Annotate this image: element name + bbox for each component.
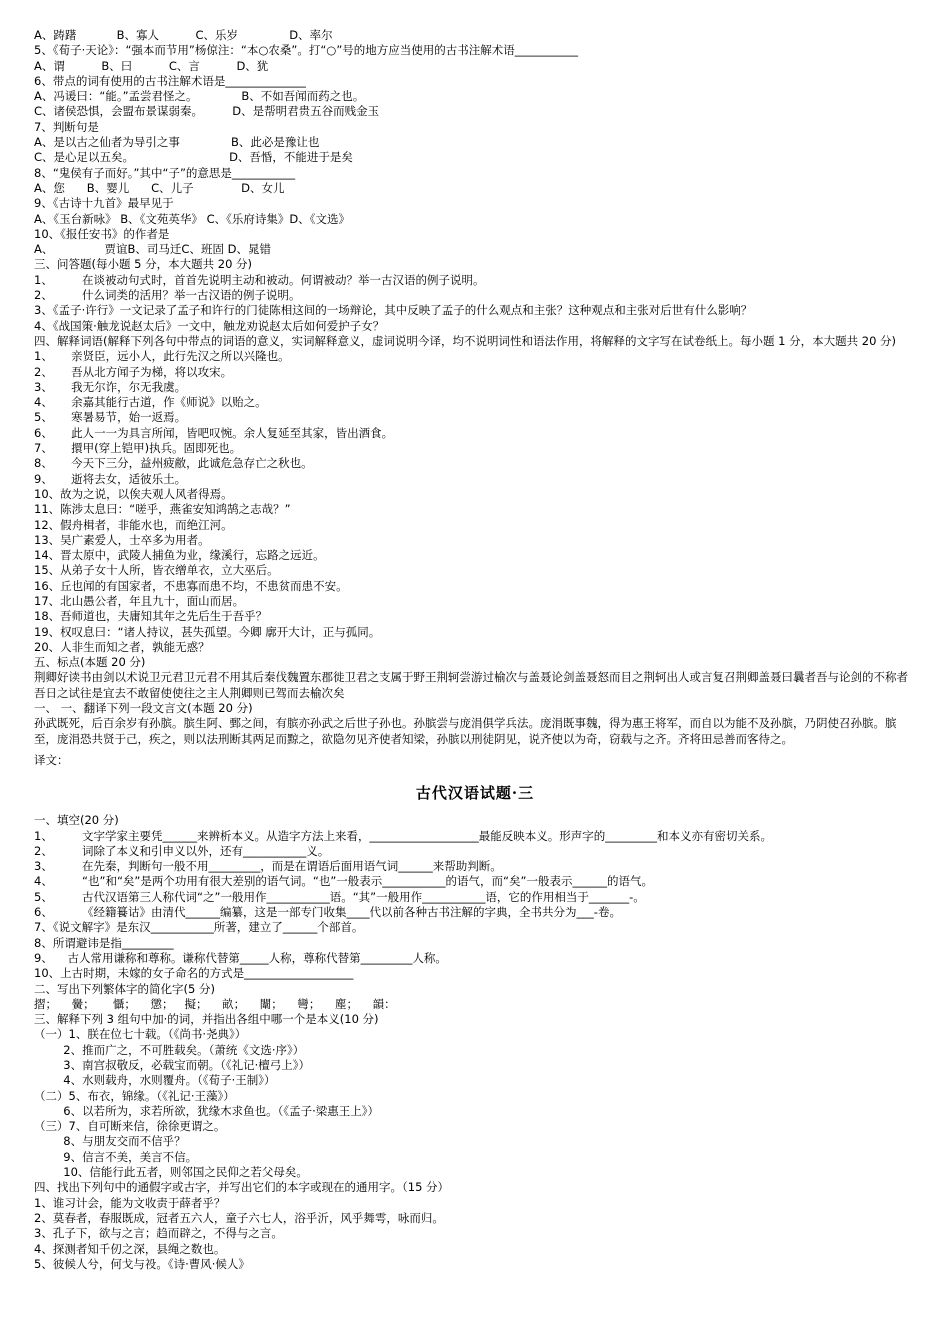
section-heading: 二、写出下列繁体字的简化字(5 分) [34, 981, 215, 996]
explain-item: （三）7、自可断来信，徐徐更谓之。 [34, 1119, 226, 1134]
line: 10、《报任安书》的作者是 [34, 226, 170, 241]
section-part-four [34, 334, 916, 655]
section-translation [34, 701, 916, 768]
fill-blank-item: 7、《说文解字》是东汉___________所著，建立了______个部首。 [34, 920, 364, 935]
section-part-three [34, 257, 916, 333]
fill-blank-item: 9、 古人常用谦称和尊称。谦称代替第_____人称，尊称代替第_________人称。 [34, 950, 447, 965]
explain-item: （一）1、朕在位七十载。（《尚书·尧典》） [34, 1027, 247, 1042]
section-heading: 四、找出下列句中的通假字或古字，并写出它们的本字或现在的通用字。（15 分） [34, 1180, 450, 1195]
punctuation-passage: 荆卿好读书由剑以术说卫元君卫元君不用其后秦伐魏置东郡徙卫君之支属于野王荆轲尝游过榆次与盖聂论剑盖聂怒而目之荆轲出人或言复召荆卿盖聂曰曩者吾与论剑的不称者吾日之试往是宜去不敢留使使往之主人荆卿则已驾而去榆次矣 [34, 670, 908, 700]
translation-answer-label: 译文： [34, 752, 69, 767]
tongjia-item: 3、孔子下，欲与之言；趋而辟之，不得与之言。 [34, 1226, 283, 1241]
question-item: 8、 今天下三分，益州疲敝，此诚危急存亡之秋也。 [34, 456, 313, 471]
line: 8、“鬼侯有子而好。”其中“子”的意思是___________ [34, 165, 296, 180]
question-item: 12、假舟楫者，非能水也，而绝江河。 [34, 517, 233, 532]
explain-item: 6、以若所为，求若所欲，犹缘木求鱼也。（《孟子·梁惠王上》） [34, 1103, 379, 1118]
section-heading: 五、标点(本题 20 分) [34, 655, 146, 670]
section-heading: 四、解释词语(解释下列各句中带点的词语的意义，实词解释意义，虚词说明今译，均不说明词性和语法作用，将解释的文字写在试卷纸上。每小题 1 分，本大题共 20 分) [34, 333, 897, 348]
question-item: 3、 我无尔诈，尔无我虞。 [34, 379, 187, 394]
question-item: 1、 在谈被动句式时，首首先说明主动和被动。何谓被动？举一古汉语的例子说明。 [34, 272, 485, 287]
question-item: 3、《孟子·许行》一文记录了孟子和许行的门徒陈相这间的一场辩论，其中反映了孟子的什么观点和主张？这种观点和主张对后世有什么影响？ [34, 303, 753, 318]
fill-blank-item: 6、 《经籍籑诂》由清代______编纂，这是一部专门收集____代以前各种古书注解的字典，全书共分为___-卷。 [34, 905, 621, 920]
section-heading: 三、问答题(每小题 5 分，本大题共 20 分) [34, 257, 253, 272]
section-heading: 一、填空(20 分) [34, 813, 119, 828]
line: C、诸侯恐惧，会盟布景谋弱秦。 D、是帮明君贵五谷而贱金玉 [34, 104, 380, 119]
line: A、是以古之仙者为导引之事 B、此必是豫让也 [34, 135, 320, 150]
top-questions-block [34, 28, 916, 257]
question-item: 14、晋太原中，武陵人捕鱼为业，缘溪行，忘路之远近。 [34, 548, 325, 563]
tongjia-item: 4、探测者知千仞之深，县绳之数也。 [34, 1241, 226, 1256]
fill-blank-item: 4、 “也”和“矣”是两个功用有很大差别的语气词。“也”一般表示___________的语气，而“矣”一般表示______的语气。 [34, 874, 653, 889]
question-item: 10、故为之说，以俟夫观人风者得焉。 [34, 486, 233, 501]
line: A、您 B、婴儿 C、儿子 D、女儿 [34, 180, 285, 195]
question-item: 5、 寒暑易节，始一返焉。 [34, 410, 187, 425]
question-item: 6、 此人一一为具言所闻，皆吧叹惋。余人复延至其家，皆出酒食。 [34, 425, 394, 440]
fill-blank-item: 2、 词除了本义和引申义以外，还有___________义。 [34, 843, 330, 858]
line: 6、带点的词有使用的古书注解术语是______________ [34, 73, 306, 88]
explain-item: 8、与朋友交而不信乎？ [34, 1134, 186, 1149]
section-heading: 一、 一、翻译下列一段文言文(本题 20 分) [34, 701, 253, 716]
question-item: 2、 什么词类的活用？举一古汉语的例子说明。 [34, 288, 301, 303]
line: A、《玉台新咏》 B、《文苑英华》 C、《乐府诗集》D、《文选》 [34, 211, 350, 226]
question-item: 11、陈涉太息曰：“嗟乎，燕雀安知鸿鹄之志哉？” [34, 502, 291, 517]
translation-passage: 孙武既死，后百余岁有孙膑。膑生阿、鄄之间，有膑亦孙武之后世子孙也。孙膑尝与庞涓俱学兵法。庞涓既事魏，得为惠王将军，而自以为能不及孙膑，乃阴使召孙膑。膑至，庞涓恐共贤于己，疾之，则以法刑断其两足而黥之，欲隐勿见齐使者知梁，孙膑以刑徒阴见，说齐使以为奇，窃载与之齐。齐将田忌善而客待之。 [34, 716, 897, 746]
page2-part-two [34, 982, 916, 1013]
explain-item: （二）5、布衣，锦缘。（《礼记·王藻》） [34, 1088, 235, 1103]
traditional-characters-list: 摺； 黌； 懾； 懲； 擬； 畝； 闈； 彎； 塵； 韻： [34, 996, 396, 1011]
tongjia-item: 1、谁习计会，能为文收责于薛者乎？ [34, 1195, 226, 1210]
line: C、是心足以五矣。 D、吾惛，不能进于是矣 [34, 150, 353, 165]
line: A、谓 B、曰 C、言 D、犹 [34, 58, 269, 73]
question-item: 2、 吾从北方闻子为梯，将以攻宋。 [34, 364, 233, 379]
question-item: 17、北山愚公者，年且九十，面山而居。 [34, 593, 245, 608]
question-item: 1、 亲贤臣，远小人，此行先汉之所以兴隆也。 [34, 349, 290, 364]
question-item: 20、人非生而知之者，孰能无惑？ [34, 639, 210, 654]
question-item: 4、 余嘉其能行古道，作《师说》以贻之。 [34, 395, 267, 410]
line: 7、判断句是 [34, 119, 99, 134]
explain-item: 10、信能行此五者，则邻国之民仰之若父母矣。 [34, 1165, 308, 1180]
explain-item: 4、水则载舟，水则覆舟。（《荀子·王制》） [34, 1073, 276, 1088]
question-item: 18、吾师道也，夫庸知其年之先后生于吾乎？ [34, 609, 268, 624]
question-item: 7、 擐甲(穿上铠甲)执兵。固即死也。 [34, 441, 242, 456]
section-part-five [34, 655, 916, 701]
question-item: 13、吴广素爱人，士卒多为用者。 [34, 532, 210, 547]
fill-blank-item: 3、 在先秦，判断句一般不用_________，而是在谓语后面用语气词______来帮助判断。 [34, 859, 502, 874]
tongjia-item: 5、彼候人兮，何戈与祋。《诗·曹风·候人》 [34, 1256, 250, 1271]
fill-blank-item: 10、上古时期，未嫁的女子命名的方式是___________________ [34, 966, 354, 981]
explain-item: 3、南宫叔敬反，必载宝而朝。（《礼记·檀弓上》） [34, 1058, 310, 1072]
line: 5、《荀子·天论》：“强本而节用”杨倞注：“本○农桑”。打“○”号的地方应当使用的古书注解术语___________ [34, 43, 579, 58]
question-item: 15、从弟子女十人所，皆衣缯单衣，立大巫后。 [34, 563, 279, 578]
tongjia-item: 2、莫春者，春服既成，冠者五六人，童子六七人，浴乎沂，风乎舞雩，咏而归。 [34, 1210, 444, 1225]
explain-item: 2、推而广之，不可胜载矣。（萧统《文选·序》） [34, 1042, 305, 1057]
line: A、踌躇 B、寡人 C、乐岁 D、率尔 [34, 28, 333, 42]
line: 9、《古诗十九首》最早见于 [34, 196, 174, 211]
line: A、冯谖曰：“能。”孟尝君怪之。 B、不如吾闻而药之也。 [34, 89, 365, 104]
page2-part-four [34, 1180, 916, 1272]
fill-blank-item: 8、所谓避讳是指_________ [34, 935, 174, 950]
fill-blank-item: 5、 古代汉语第三人称代词“之”一般用作___________语。“其”一般用作___________语，它的作用相当于_______-。 [34, 889, 645, 904]
question-item: 9、 逝将去女，适彼乐土。 [34, 471, 187, 486]
question-item: 16、丘也闻的有国家者，不患寡而患不均，不患贫而患不安。 [34, 578, 348, 593]
line: A、 贾谊B、司马迁C、班固 D、晁错 [34, 242, 271, 257]
question-item: 4、《战国策·触龙说赵太后》一文中，触龙劝说赵太后如何爱护子女？ [34, 318, 385, 333]
page-title: 古代汉语试题·三 [415, 784, 535, 803]
explain-item: 9、信言不美，美言不信。 [34, 1149, 198, 1164]
page2-part-three [34, 1012, 916, 1180]
question-item: 19、权叹息曰：“诸人持议，甚失孤望。今卿 廓开大计，正与孤同。 [34, 624, 381, 639]
page2-part-one [34, 813, 916, 981]
section-heading: 三、解释下列 3 组句中加·的词，并指出各组中哪一个是本义(10 分) [34, 1012, 379, 1027]
fill-blank-item: 1、 文字学家主要凭______来辨析本义。从造字方法上来看，___________________最能反映本义。形声字的_________和本义亦有密切关系。 [34, 828, 773, 843]
